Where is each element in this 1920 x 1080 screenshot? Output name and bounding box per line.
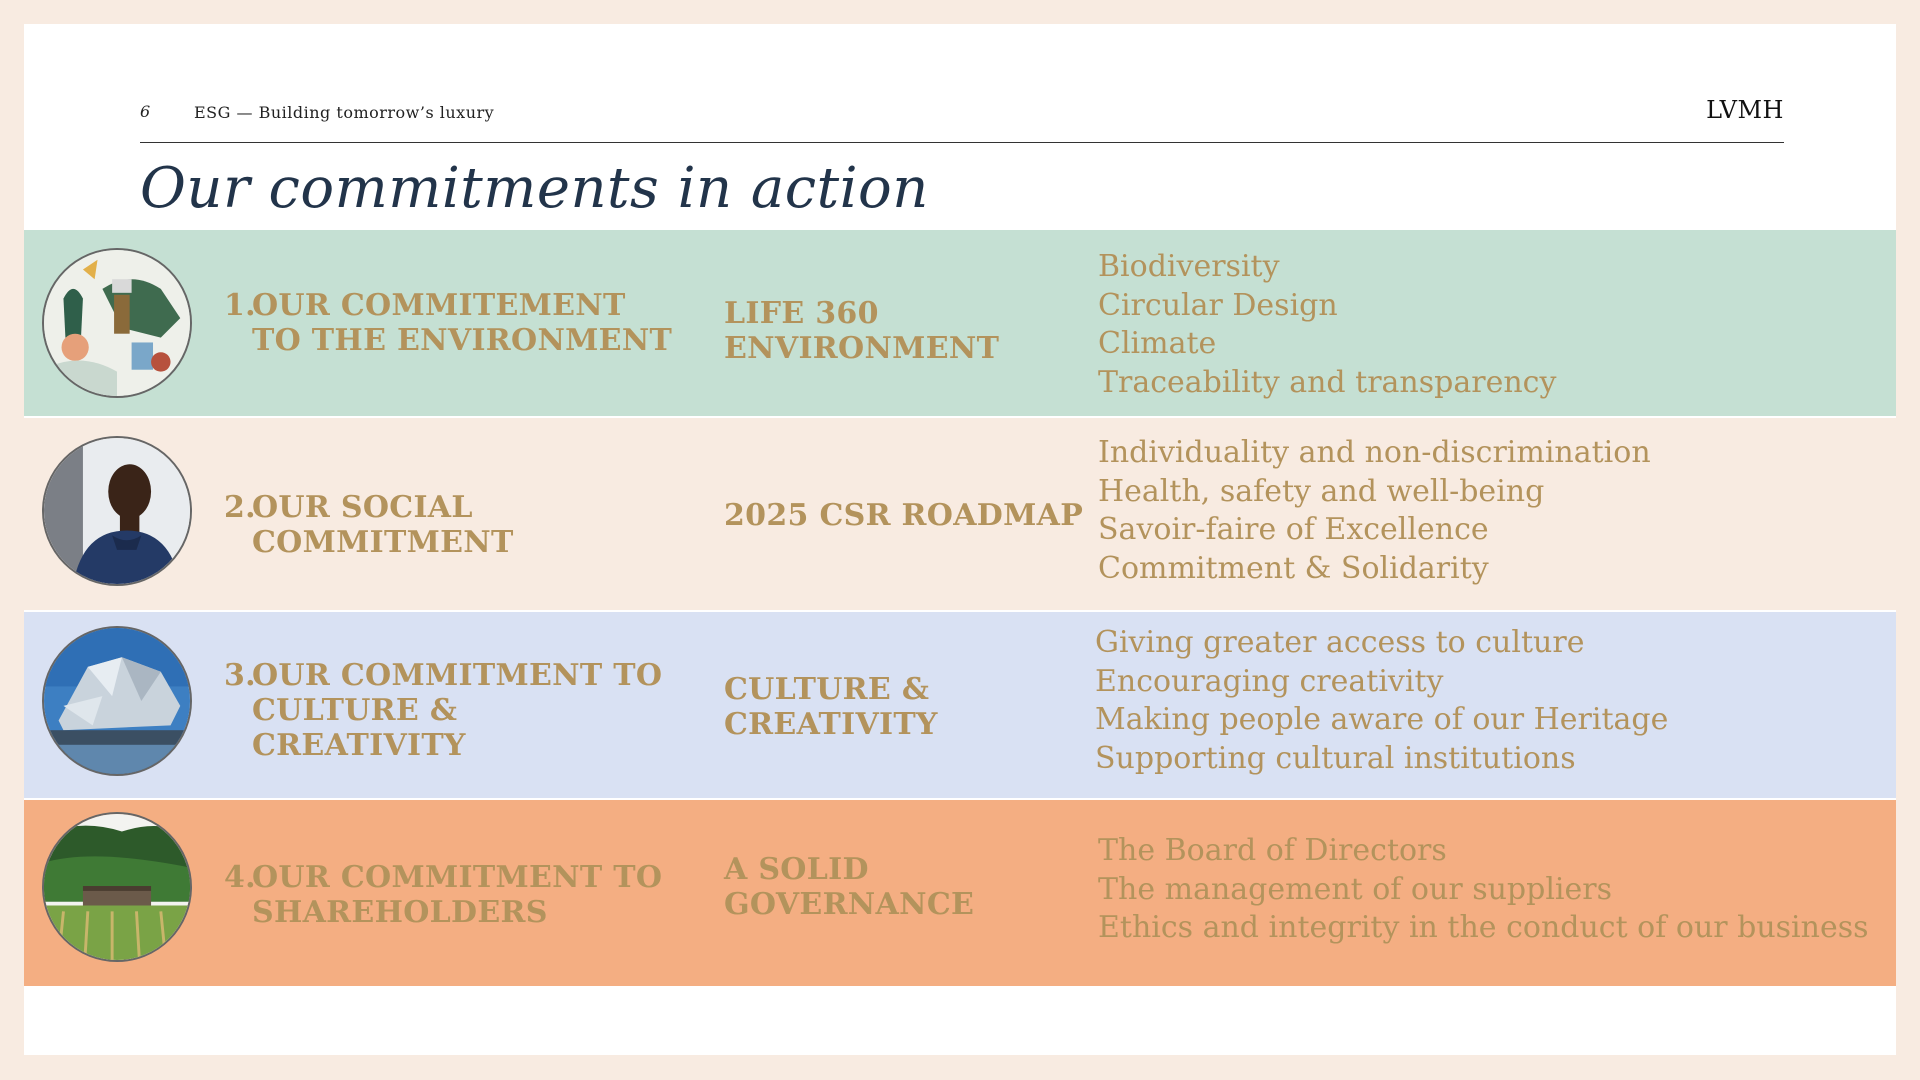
list-item: Climate [1098,326,1217,361]
commitment-items-list [1098,832,1869,948]
list-item: The Board of Directors [1098,833,1447,868]
list-item: Biodiversity [1098,249,1280,284]
commitment-title: 3.OUR COMMITMENT TO CULTURE & CREATIVITY [224,658,663,763]
commitment-title: 2.OUR SOCIAL COMMITMENT [224,490,514,560]
commitment-title: 1.OUR COMMITEMENT TO THE ENVIRONMENT [224,288,673,358]
list-item: Savoir-faire of Excellence [1098,512,1489,547]
list-item: Commitment & Solidarity [1098,550,1489,586]
commitment-row-culture [24,612,1896,798]
program-title: LIFE 360 ENVIRONMENT [724,296,1000,366]
commitments-table [24,230,1896,988]
list-item: Giving greater access to culture [1095,625,1585,660]
list-item: Encouraging creativity [1095,663,1444,699]
commitment-row-environment [24,230,1896,416]
program-title: CULTURE & CREATIVITY [724,672,938,742]
page-title: Our commitments in action [140,156,929,221]
commitment-title: 4.OUR COMMITMENT TO SHAREHOLDERS [224,860,663,930]
program-title: A SOLID GOVERNANCE [724,852,975,922]
page-header [140,80,1784,143]
list-item: The management of our suppliers [1098,871,1612,907]
commitment-items-list [1098,248,1556,402]
commitment-items-list [1098,434,1651,588]
list-item: Supporting cultural institutions [1095,740,1576,776]
commitment-items-list [1095,624,1668,778]
list-item: Circular Design [1098,287,1338,323]
portrait-icon [42,436,192,586]
page-number: 6 [140,102,151,121]
list-item: Making people aware of our Heritage [1095,702,1669,737]
header-text: ESG — Building tomorrow’s luxury [194,103,495,122]
building-icon [42,626,192,776]
list-item: Ethics and integrity in the conduct of our business [1098,910,1869,945]
illustration-nature-icon [42,248,192,398]
commitment-row-social [24,418,1896,610]
list-item: Traceability and transparency [1098,364,1557,400]
slide [24,24,1896,1055]
list-item: Individuality and non-discrimination [1098,435,1651,470]
brand-logo-text: LVMH [1706,96,1784,124]
commitment-row-shareholders [24,800,1896,986]
list-item: Health, safety and well-being [1098,473,1545,509]
vineyard-estate-icon [42,812,192,962]
program-title: 2025 CSR ROADMAP [724,498,1084,533]
